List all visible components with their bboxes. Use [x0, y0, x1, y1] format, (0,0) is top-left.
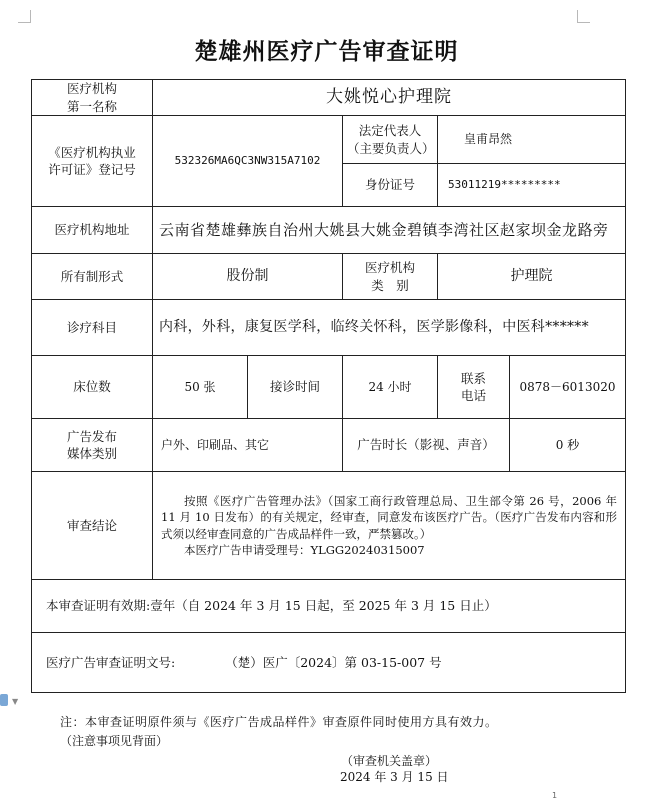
- name-value: 大姚悦心护理院: [153, 80, 626, 116]
- category-value: 护理院: [438, 254, 626, 300]
- review-application-number: 本医疗广告申请受理号：YLGG20240315007: [184, 542, 425, 557]
- address-label: 医疗机构地址: [32, 207, 153, 254]
- seal-caption: （审查机关盖章）: [341, 754, 438, 768]
- table-row: [32, 207, 626, 254]
- chevron-down-icon[interactable]: ▼: [12, 697, 19, 706]
- issue-date: 2024 年 3 月 15 日: [340, 770, 449, 784]
- validity-period: 本审查证明有效期:壹年（自 2024 年 3 月 15 日起，至 2025 年 3 月 15 日止）: [32, 580, 626, 633]
- category-label: 医疗机构 类 别: [343, 254, 438, 300]
- name-label: 医疗机构 第一名称: [32, 80, 153, 116]
- phone-label: 联系 电话: [438, 356, 510, 419]
- ownership-label: 所有制形式: [32, 254, 153, 300]
- validity-note: 注：本审查证明原件须与《医疗广告成品样件》审查原件同时使用方具有效力。: [60, 715, 498, 729]
- page-corner-mark-left: [18, 10, 31, 23]
- table-row: [32, 472, 626, 580]
- depts-value: 内科，外科，康复医学科，临终关怀科，医学影像科，中医科******: [153, 300, 626, 356]
- document-title: 楚雄州医疗广告审查证明: [194, 38, 459, 65]
- table-row: [32, 419, 626, 472]
- page-corner-mark-right: [577, 10, 590, 23]
- see-back-note: （注意事项见背面）: [60, 734, 169, 748]
- depts-label: 诊疗科目: [32, 300, 153, 356]
- legal-rep-label: 法定代表人 （主要负责人）: [343, 116, 438, 164]
- duration-label: 广告时长（影视、声音）: [343, 419, 510, 472]
- license-label: 《医疗机构执业 许可证》登记号: [32, 116, 153, 207]
- license-value: 532326MA6QC3NW315A7102: [153, 116, 343, 207]
- id-label: 身份证号: [343, 164, 438, 207]
- beds-value: 50 张: [153, 356, 248, 419]
- side-panel-icon[interactable]: [0, 694, 8, 706]
- table-row: [32, 80, 626, 116]
- review-label: 审查结论: [32, 472, 153, 580]
- review-paragraph: 按照《医疗广告管理办法》（国家工商行政管理总局、卫生部令第 26 号，2006 年 11 月 10 日发布）的有关规定，经审查，同意发布该医疗广告。（医疗广告发布内容和形式须以经审查同意的广告成品样件一致，严禁篡改。）: [161, 494, 617, 541]
- hours-label: 接诊时间: [248, 356, 343, 419]
- hours-value: 24 小时: [343, 356, 438, 419]
- table-row: [32, 356, 626, 419]
- table-row: [32, 116, 626, 164]
- id-value: 53011219*********: [438, 164, 626, 207]
- beds-label: 床位数: [32, 356, 153, 419]
- document-number-value: （楚）医广〔2024〕第 03-15-007 号: [225, 654, 442, 670]
- document-number-label: 医疗广告审查证明文号:: [46, 654, 176, 670]
- duration-value: 0 秒: [510, 419, 626, 472]
- table-row: [32, 300, 626, 356]
- certificate-table: [31, 79, 626, 693]
- media-label: 广告发布 媒体类别: [32, 419, 153, 472]
- review-conclusion: [153, 472, 626, 580]
- legal-rep-value: 皇甫昂然: [438, 116, 626, 164]
- table-row: [32, 254, 626, 300]
- media-value: 户外、印刷品、其它: [153, 419, 343, 472]
- ownership-value: 股份制: [153, 254, 343, 300]
- page-number: 1: [552, 791, 558, 800]
- phone-value: 0878－6013020: [510, 356, 626, 419]
- document-number-row: [32, 633, 626, 693]
- table-row: [32, 580, 626, 633]
- address-value: 云南省楚雄彝族自治州大姚县大姚金碧镇李湾社区赵家坝金龙路旁: [153, 207, 626, 254]
- table-row: [32, 633, 626, 693]
